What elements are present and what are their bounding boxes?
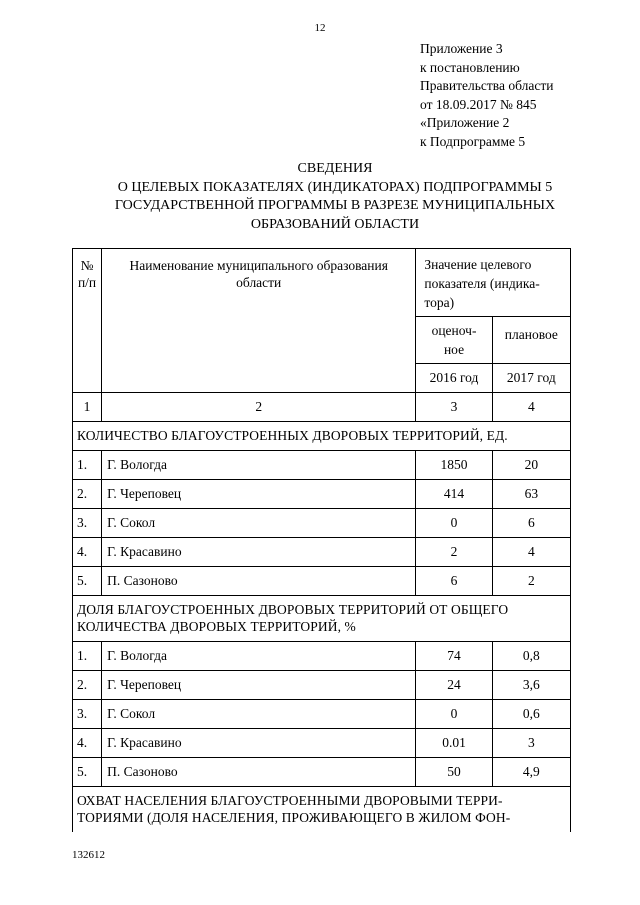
row-value-2016: 6 <box>416 566 492 595</box>
table-row <box>73 566 571 595</box>
header-year-2016: 2016 год <box>416 364 492 393</box>
section-header <box>73 786 571 832</box>
row-value-2017: 6 <box>492 508 570 537</box>
row-value-2017: 63 <box>492 479 570 508</box>
row-name: Г. Вологда <box>102 450 416 479</box>
section-header <box>73 595 571 641</box>
row-value-2016: 0 <box>416 508 492 537</box>
row-num: 4. <box>73 537 102 566</box>
appendix-line: Правительства области <box>420 78 554 93</box>
footer-code: 132612 <box>72 849 105 861</box>
row-value-2017: 4 <box>492 537 570 566</box>
table-row <box>73 670 571 699</box>
row-value-2016: 50 <box>416 757 492 786</box>
table-row <box>73 450 571 479</box>
row-value-2017: 3 <box>492 728 570 757</box>
table-row <box>73 641 571 670</box>
row-name: Г. Череповец <box>102 670 416 699</box>
header-name: Наименование муниципального образования области <box>102 249 416 393</box>
row-value-2016: 74 <box>416 641 492 670</box>
appendix-line: к Подпрограмме 5 <box>420 133 526 149</box>
indicators-table <box>72 248 571 832</box>
row-num: 1. <box>73 641 102 670</box>
section-title-line: ТОРИЯМИ (ДОЛЯ НАСЕЛЕНИЯ, ПРОЖИВАЮЩЕГО В ЖИЛОМ ФОН- <box>77 810 511 825</box>
row-num: 2. <box>73 479 102 508</box>
row-num: 5. <box>73 757 102 786</box>
row-value-2017: 20 <box>492 450 570 479</box>
title-line: ОБРАЗОВАНИЙ ОБЛАСТИ <box>250 216 420 232</box>
row-num: 1. <box>73 450 102 479</box>
row-value-2017: 2 <box>492 566 570 595</box>
header-estimated: оценоч- ное <box>416 317 492 364</box>
index-cell: 2 <box>102 393 416 422</box>
row-name: Г. Череповец <box>102 479 416 508</box>
index-cell: 3 <box>416 393 492 422</box>
column-index-row <box>73 393 571 422</box>
appendix-line: к постановлению <box>420 59 520 75</box>
row-num: 4. <box>73 728 102 757</box>
appendix-line: Приложение 3 <box>420 41 503 56</box>
section-title-line: ОХВАТ НАСЕЛЕНИЯ БЛАГОУСТРОЕННЫМИ ДВОРОВЫМИ ТЕРРИ- <box>77 792 503 808</box>
header-value: Значение целевого показателя (индика- тора) <box>416 249 571 317</box>
table-row <box>73 728 571 757</box>
row-name: Г. Красавино <box>102 728 416 757</box>
row-value-2016: 24 <box>416 670 492 699</box>
section-title-line: КОЛИЧЕСТВО БЛАГОУСТРОЕННЫХ ДВОРОВЫХ ТЕРРИТОРИЙ, ЕД. <box>77 428 508 443</box>
row-value-2016: 0.01 <box>416 728 492 757</box>
row-value-2017: 4,9 <box>492 757 570 786</box>
table-row <box>73 508 571 537</box>
row-name: Г. Сокол <box>102 699 416 728</box>
index-cell: 1 <box>73 393 102 422</box>
row-value-2016: 0 <box>416 699 492 728</box>
section-title-line: ДОЛЯ БЛАГОУСТРОЕННЫХ ДВОРОВЫХ ТЕРРИТОРИЙ ОТ ОБЩЕГО <box>77 601 509 617</box>
title-line: СВЕДЕНИЯ <box>297 161 373 176</box>
row-value-2017: 0,8 <box>492 641 570 670</box>
appendix-block <box>420 40 553 151</box>
row-num: 2. <box>73 670 102 699</box>
row-name: Г. Красавино <box>102 537 416 566</box>
document-title <box>70 160 600 234</box>
row-name: П. Сазоново <box>102 566 416 595</box>
table-row <box>73 479 571 508</box>
table-row <box>73 757 571 786</box>
row-num: 3. <box>73 699 102 728</box>
section-header <box>73 422 571 451</box>
header-year-2017: 2017 год <box>492 364 570 393</box>
row-value-2016: 2 <box>416 537 492 566</box>
section-title-line: КОЛИЧЕСТВА ДВОРОВЫХ ТЕРРИТОРИЙ, % <box>77 619 356 634</box>
appendix-line: «Приложение 2 <box>420 115 510 130</box>
table-row <box>73 699 571 728</box>
header-num: № п/п <box>73 249 102 393</box>
row-value-2016: 1850 <box>416 450 492 479</box>
appendix-line: от 18.09.2017 № 845 <box>420 96 537 112</box>
header-row <box>73 249 571 317</box>
index-cell: 4 <box>492 393 570 422</box>
title-line: ГОСУДАРСТВЕННОЙ ПРОГРАММЫ В РАЗРЕЗЕ МУНИЦИПАЛЬНЫХ <box>114 198 556 213</box>
table-row <box>73 537 571 566</box>
row-name: Г. Вологда <box>102 641 416 670</box>
row-name: П. Сазоново <box>102 757 416 786</box>
row-num: 3. <box>73 508 102 537</box>
title-line: О ЦЕЛЕВЫХ ПОКАЗАТЕЛЯХ (ИНДИКАТОРАХ) ПОДПРОГРАММЫ 5 <box>117 179 553 195</box>
row-value-2017: 3,6 <box>492 670 570 699</box>
header-planned: плановое <box>492 317 570 364</box>
row-value-2017: 0,6 <box>492 699 570 728</box>
page-number: 12 <box>314 22 326 34</box>
row-num: 5. <box>73 566 102 595</box>
row-name: Г. Сокол <box>102 508 416 537</box>
row-value-2016: 414 <box>416 479 492 508</box>
